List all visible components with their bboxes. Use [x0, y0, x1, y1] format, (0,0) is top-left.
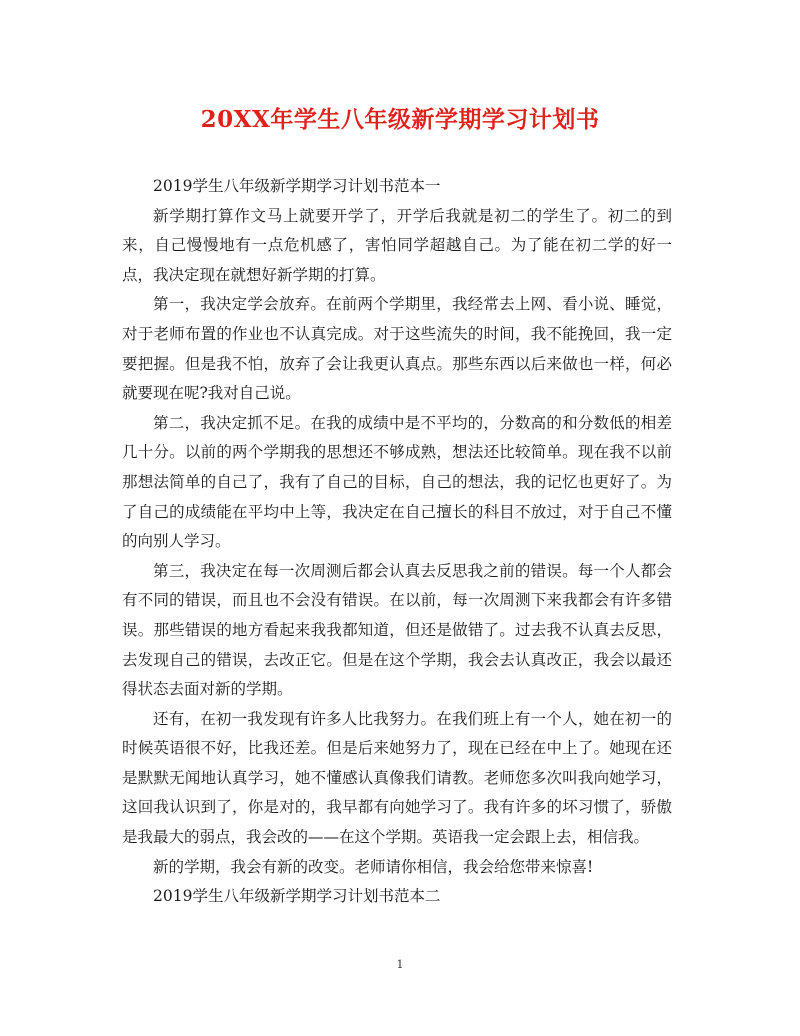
document-body — [122, 172, 672, 912]
section-heading-1: 2019学生八年级新学期学习计划书范本一 — [153, 177, 441, 195]
body-paragraph-second: 第二，我决定抓不足。在我的成绩中是不平均的，分数高的和分数低的相差几十分。以前的两个学期我的思想还不够成熟，想法还比较简单。现在我不以前那想法简单的自己了，我有了自己的目标，自己的想法，我的记忆也更好了。为了自己的成绩能在平均中上等，我决定在自己擅长的科目不放过，对于自己不懂的向别人学习。 — [122, 413, 672, 551]
body-paragraph-first: 第一，我决定学会放弃。在前两个学期里，我经常去上网、看小说、睡觉，对于老师布置的作业也不认真完成。对于这些流失的时间，我不能挽回，我一定要把握。但是我不怕，放弃了会让我更认真点。那些东西以后来做也一样，何必就要现在呢?我对自己说。 — [122, 295, 672, 403]
document-title: 20XX年学生八年级新学期学习计划书 — [200, 106, 600, 133]
section-heading-2: 2019学生八年级新学期学习计划书范本二 — [153, 887, 441, 906]
body-paragraph-closing: 新的学期，我会有新的改变。老师请你相信，我会给您带来惊喜! — [153, 857, 594, 876]
body-paragraph-intro: 新学期打算作文马上就要开学了，开学后我就是初二的学生了。初二的到来，自己慢慢地有一点危机感了，害怕同学超越自己。为了能在初二学的好一点，我决定现在就想好新学期的打算。 — [122, 206, 672, 284]
body-paragraph-also: 还有，在初一我发现有许多人比我努力。在我们班上有一个人，她在初一的时候英语很不好，比我还差。但是后来她努力了，现在已经在中上了。她现在还是默默无闻地认真学习，她不懂感认真像我们请教。老师您多次叫我向她学习，这回我认识到了，你是对的，我早都有向她学习了。我有许多的坏习惯了，骄傲是我最大的弱点，我会改的——在这个学期。英语我一定会跟上去，相信我。 — [122, 709, 672, 847]
body-paragraph-third: 第三，我决定在每一次周测后都会认真去反思我之前的错误。每一个人都会有不同的错误，而且也不会没有错误。在以前，每一次周测下来我都会有许多错误。那些错误的地方看起来我我都知道，但还是做错了。过去我不认真去反思，去发现自己的错误，去改正它。但是在这个学期，我会去认真改正，我会以最还得状态去面对新的学期。 — [122, 561, 672, 699]
page-number: 1 — [396, 958, 404, 971]
